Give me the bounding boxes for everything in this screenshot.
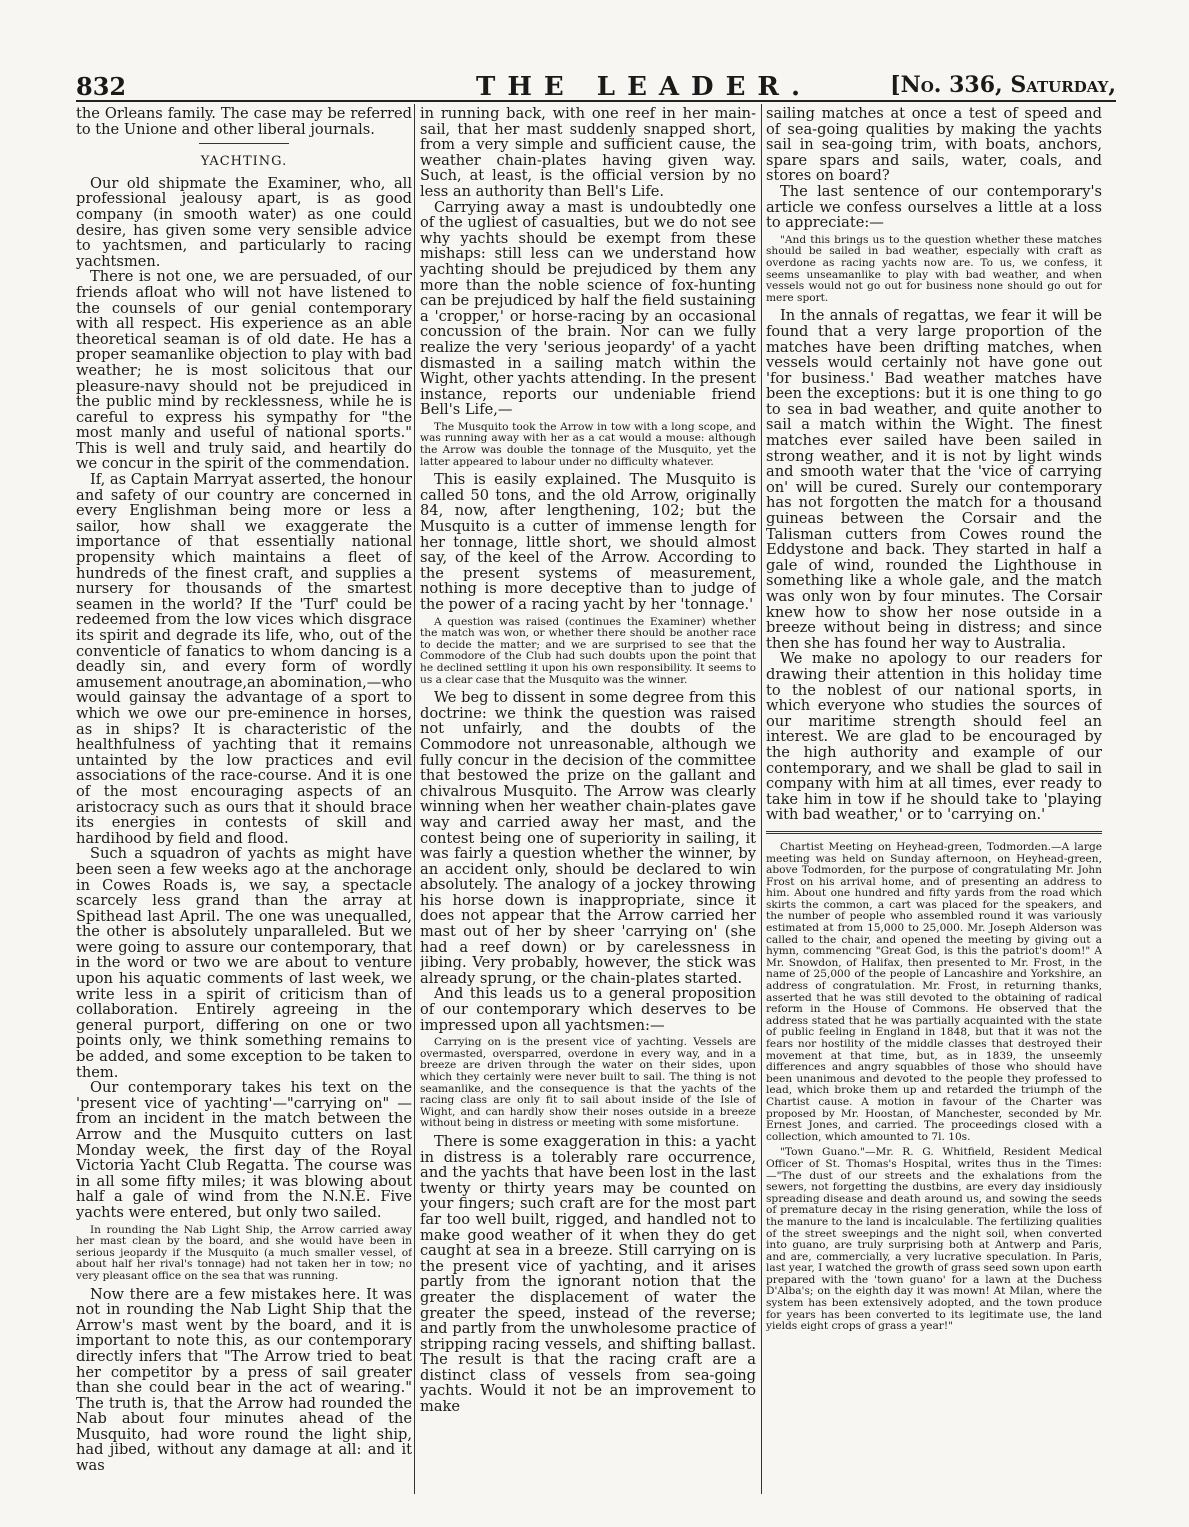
masthead-title: THE LEADER. bbox=[476, 72, 813, 102]
paragraph: There is not one, we are persuaded, of our friends afloat who will not have listened to the counsels of our genial contemporary with all respect. His experience as an able theoretical seaman is of old date. He has a proper seamanlike objection to play with bad weather; he is most solicitous that our pleasure-navy should not be prejudiced in the public mind by recklessness, while he is careful to express his sympathy for "the most manly and useful of national sports." This is well and truly said, and heartily do we concur in the spirit of the commendation. bbox=[76, 268, 412, 473]
paragraph: And this leads us to a general proposition of our contemporary which deserves to be impressed upon all yachtsmen:— bbox=[420, 985, 756, 1034]
paragraph: We beg to dissent in some degree from this doctrine: we think the question was raised not unfairly, and the doubts of the Commodore not unreasonable, although we fully concur in the decision of the committee that bestowed the prize on the gallant and chivalrous Musquito. The Arrow was clearly winning when her weather chain-plates gave way and carried away her mast, and the contest being one of superiority in sailing, it was fairly a question whether the winner, by an accident only, should be declared to win absolutely. The analogy of a jockey throwing his horse down is inappropriate, since it does not appear that the Arrow carried her mast out of her by sheer 'carrying on' (she had a reef down) or by carelessness in jibing. Very probably, however, the stick was already sprung, or the chain-plates started. bbox=[420, 689, 756, 987]
paragraph: Carrying away a mast is undoubtedly one of the ugliest of casualties, but we do not see why yachts should be exempt from these mishaps: still less can we understand how yachting should be prejudiced by them any more than the noble science of fox-hunting can be prejudiced by half the field sustaining a 'cropper,' or horse-racing by an occasional concussion of the brain. Nor can we fully realize the very 'serious jeopardy' of a yacht dismasted in a sailing match within the Wight, other yachts attending. In the present instance, reports our undeniable friend Bell's Life,— bbox=[420, 198, 756, 419]
paragraph: the Orleans family. The case may be referred to the Unione and other liberal journals. bbox=[76, 106, 412, 138]
paragraph: Such a squadron of yachts as might have been seen a few weeks ago at the anchorage in Cowes Roads is, we say, a spectacle scarcely less grand than the array at Spithead last April. The one was unequalled, the other is absolutely unparalleled. But we were going to assure our contemporary, that in the word or two we are about to venture upon his aquatic comments of last week, we write less in a spirit of criticism than of collaboration. Entirely agreeing in the general purport, differing on one or two points only, we think something remains to be added, and some exception to be taken to them. bbox=[76, 845, 412, 1081]
paragraph: sailing matches at once a test of speed and of sea-going qualities by making the yachts sail in sea-going trim, with boats, anchors, spare spars and sails, water, coals, and stores on board? bbox=[766, 106, 1102, 185]
quotation: "And this brings us to the question whether these matches should be sailed in bad weather, especially with craft as overdone as racing yachts now are. To us, we confess, it seems unseamanlike to play with bad weather, and when vessels would not go out for business none should go out for mere sport. bbox=[766, 233, 1102, 304]
paragraph: This is easily explained. The Musquito is called 50 tons, and the old Arrow, originally 84, now, after lengthening, 102; but the Musquito is a cutter of immense length for her tonnage, little short, we should almost say, of the keel of the Arrow. According to the present systems of measurement, nothing is more deceptive than to judge of the power of a racing yacht by her 'tonnage.' bbox=[420, 471, 756, 613]
issue-number: [No. 336, Saturday, bbox=[890, 72, 1116, 98]
paragraph: Our old shipmate the Examiner, who, all professional jealousy apart, is as good company (in smooth water) as one could desire, has given some very sensible advice to yachtsmen, and particularly to racing yachtsmen. bbox=[76, 174, 412, 270]
page-number: 832 bbox=[76, 72, 127, 101]
column-rule bbox=[761, 104, 762, 1494]
quotation: The Musquito took the Arrow in tow with a long scope, and was running away with her as a cat would a mouse: although the Arrow was double the tonnage of the Musquito, yet the latter appeared to labour under no difficulty whatever. bbox=[420, 420, 756, 468]
page-header bbox=[76, 66, 1116, 102]
paragraph: The last sentence of our contemporary's article we confess ourselves a little at a loss to appreciate:— bbox=[766, 182, 1102, 232]
section-divider bbox=[199, 143, 289, 144]
paragraph: If, as Captain Marryat asserted, the honour and safety of our country are concerned in every Englishman being more or less a sailor, how shall we exaggerate the importance of that essentially national propensity which maintains a fleet of hundreds of the finest craft, and supplies a nursery for thousands of the smartest seamen in the world? If the 'Turf' could be redeemed from the low vices which disgrace its spirit and degrade its life, who, out of the conventicle of fanatics to whom dancing is a deadly sin, and every form of wordly amusement anoutrage,an abomination,—who would gainsay the advantage of a sport to which we owe our pre-eminence in horses, as in ships? It is characteristic of the healthfulness of yachting that it remains untainted by the low practices and evil associations of the race-course. And it is one of the most encouraging aspects of an aristocracy such as ours that it should brace its energies in contests of skill and hardihood by field and flood. bbox=[76, 471, 412, 847]
news-item: Chartist Meeting on Heyhead-green, Todmorden.—A large meeting was held on Sunday afternoon, on Heyhead-green, above Todmorden, for the purpose of congratulating Mr. John Frost on his arrival home, and of presenting an address to him. About one hundred and fifty yards from the road which skirts the common, a cart was placed for the speakers, and the number of people who assembled round it was variously estimated at from 15,000 to 25,000. Mr. Joseph Alderson was called to the chair, and opened the meeting by giving out a hymn, commencing "Great God, is this the patriot's doom!" A Mr. Snowdon, of Halifax, then presented to Mr. Frost, in the name of 25,000 of the people of Lancashire and Yorkshire, an address of congratulation. Mr. Frost, in returning thanks, asserted that he was still devoted to the obtaining of radical reform in the House of Commons. He observed that the address stated that he was partially acquainted with the state of public feeling in England in 1848, but that it was not the fears nor hostility of the middle classes that destroyed their movement at that time, but, as in 1839, the unseemly differences and angry squabbles of those who should have been unanimous and devoted to the people they professed to lead, which broke them up and retarded the triumph of the Chartist cause. A motion in favour of the Charter was proposed by Mr. Hoostan, of Manchester, seconded by Mr. Ernest Jones, and carried. The proceedings closed with a collection, which amounted to 7l. 10s. bbox=[766, 840, 1102, 1143]
paragraph: Now there are a few mistakes here. It was not in rounding the Nab Light Ship that the Arrow's mast went by the board, and it is important to note this, as our contemporary directly infers that "The Arrow tried to beat her competitor by a press of sail greater than she could bear in the act of wearing." The truth is, that the Arrow had rounded the Nab about four minutes ahead of the Musquito, had wore round the light ship, had jibed, without any damage at all: and it was bbox=[76, 1285, 412, 1475]
section-divider bbox=[766, 831, 1102, 834]
paragraph: In the annals of regattas, we fear it will be found that a very large proportion of the matches have been drifting matches, when vessels would certainly not have gone out 'for business.' Bad weather matches have been the exceptions: but it is one thing to go to sea in bad weather, and quite another to sail a match within the Wight. The finest matches ever sailed have been sailed in strong weather, and it is not by light winds and smooth water that the 'vice of carrying on' will be cured. Surely our contemporary has not forgotten the match for a thousand guineas between the Corsair and the Talisman cutters from Cowes round the Eddystone and back. They started in half a gale of wind, rounded the Lighthouse in something like a whole gale, and the match was only won by four minutes. The Corsair knew how to show her nose outside in a breeze without being in distress; and since then she has found her way to Australia. bbox=[766, 307, 1102, 652]
paragraph: in running back, with one reef in her main-sail, that her mast suddenly snapped short, from a very simple and sufficient cause, the weather chain-plates having given way. Such, at least, is the official version by no less an authority than Bell's Life. bbox=[420, 106, 756, 200]
news-item: "Town Guano."—Mr. R. G. Whitfield, Resident Medical Officer of St. Thomas's Hospital, writes thus in the Times:—"The dust of our streets and the exhalations from the sewers, not forgetting the dustbins, are every day insidiously spreading disease and death around us, and sowing the seeds of premature decay in the rising generation, while the loss of the manure to the land is incalculable. The fertilizing qualities of the street sweepings and the night soil, when converted into guano, are truly surprising both at Antwerp and Paris, and are, commercially, a very lucrative speculation. In Paris, last year, I watched the growth of grass seed sown upon earth prepared with the 'town guano' for a lawn at the Duchess D'Alba's; on the eighth day it was mown! At Milan, where the system has been extensively adopted, and the town produce for years has been converted to its legitimate use, the land yields eight crops of grass a year!" bbox=[766, 1146, 1102, 1333]
quotation: A question was raised (continues the Examiner) whether the match was won, or whether there should be another race to decide the matter; and we are surprised to see that the Commodore of the Club had such doubts upon the point that he declined settling it upon his own responsibility. It seems to us a clear case that the Musquito was the winner. bbox=[420, 615, 756, 686]
paragraph: There is some exaggeration in this: a yacht in distress is a tolerably rare occurrence, and the yachts that have been lost in the last twenty or thirty years may be counted on your fingers; such craft are for the most part far too well built, rigged, and handled not to make good weather of it when they do get caught at sea in a breeze. Still carrying on is the present vice of yachting, and it arises partly from the ignorant notion that the greater the displacement of water the greater the speed, instead of the reverse; and partly from the unwholesome practice of stripping racing vessels, and shifting ballast. The result is that the racing craft are a distinct class of vessels from sea-going yachts. Would it not be an improvement to make bbox=[420, 1132, 756, 1416]
quotation: Carrying on is the present vice of yachting. Vessels are overmasted, oversparred, overdone in every way, and in a breeze are driven through the water on their sides, upon which they certainly were never built to sail. The thing is not seamanlike, and the consequence is that the yachts of the racing class are only fit to sail about inside of the Isle of Wight, and can hardly show their noses outside in a breeze without being in distress or meeting with some misfortune. bbox=[420, 1036, 756, 1130]
quotation: In rounding the Nab Light Ship, the Arrow carried away her mast clean by the board, and she would have been in serious jeopardy if the Musquito (a much smaller vessel, of about half her rival's tonnage) had not taken her in tow; no very pleasant office on the sea that was running. bbox=[76, 1223, 412, 1282]
column-3 bbox=[766, 106, 1102, 1506]
paragraph: We make no apology to our readers for drawing their attention in this holiday time to the noblest of our national sports, in which everyone who studies the sources of our maritime strength should feel an interest. We are glad to be encouraged by the high authority and example of our contemporary, and we shall be glad to sail in company with him at all times, ever ready to take him in tow if he should take to 'playing with bad weather,' or to 'carrying on.' bbox=[766, 650, 1102, 824]
column-rule bbox=[414, 104, 415, 1494]
column-2 bbox=[420, 106, 756, 1506]
paragraph: Our contemporary takes his text on the 'present vice of yachting'—"carrying on" —from an incident in the match between the Arrow and the Musquito cutters on last Monday week, the first day of the Royal Victoria Yacht Club Regatta. The course was in all some fifty miles; it was blowing about half a gale of wind from the N.N.E. Five yachts were entered, but only two sailed. bbox=[76, 1079, 412, 1221]
column-1 bbox=[76, 106, 412, 1506]
section-heading: YACHTING. bbox=[200, 154, 288, 170]
